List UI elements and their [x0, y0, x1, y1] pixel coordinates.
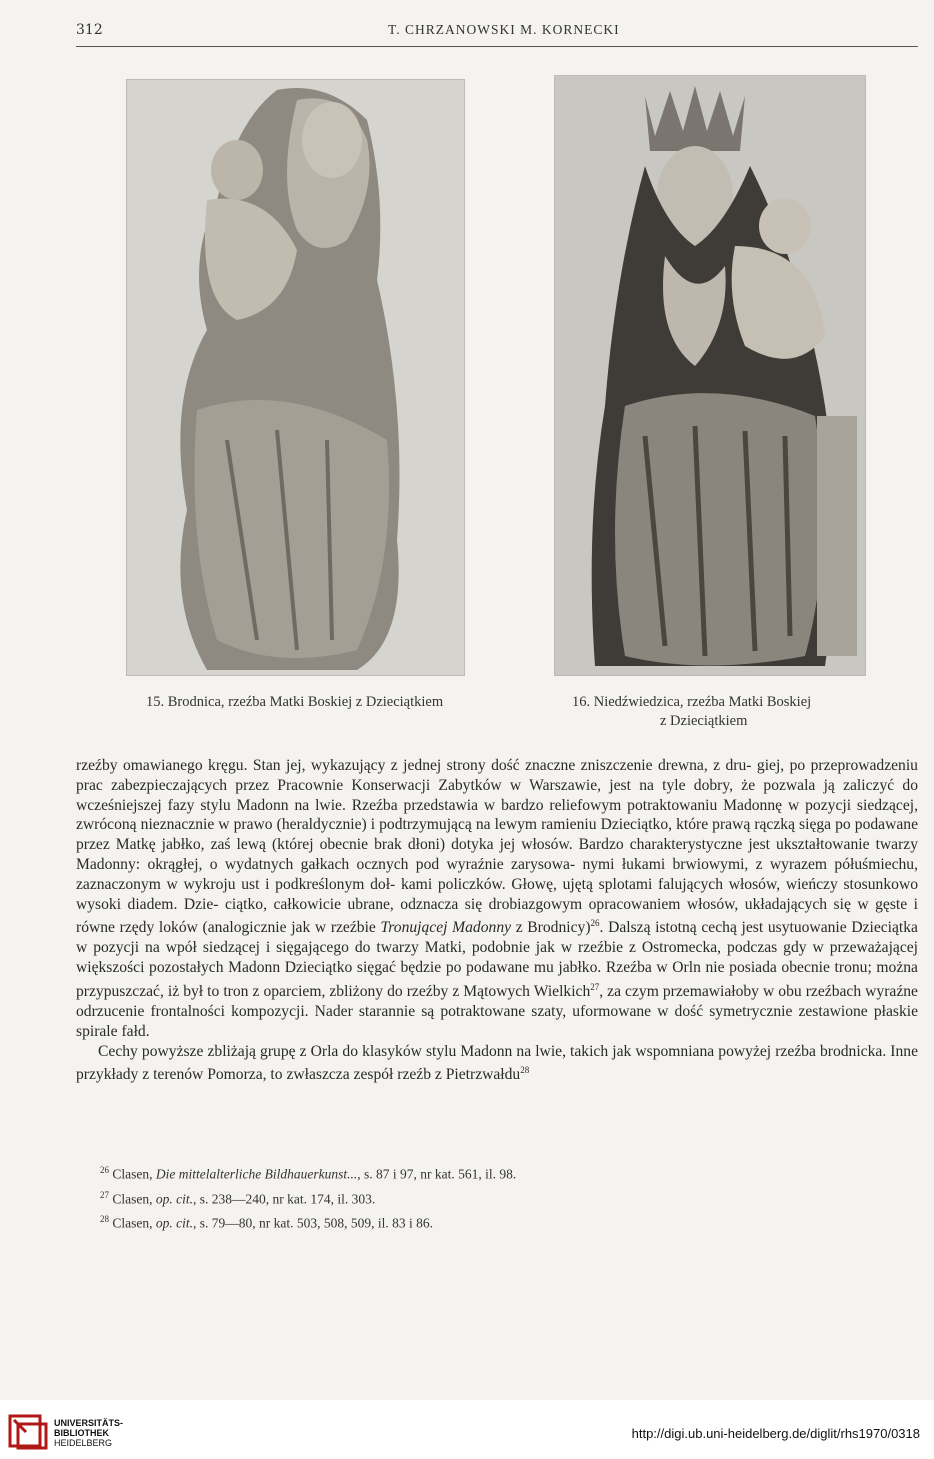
text-line: i równe rzędy loków (analogicznie jak w rzeźbie [76, 895, 918, 937]
footnote-text: Clasen, [112, 1191, 156, 1206]
text-line: . Dalszą istotną cechą [599, 919, 737, 937]
text-line: w rzeźbie z Ostromecka, podczas gdy w przeważającej większości pozostałych Madonn Dzieciątko sięgać [76, 939, 919, 977]
text-line: symetrycznie zestawione płaskie spirale fałd. [76, 1002, 918, 1040]
figure-15-caption: 15. Brodnica, rzeźba Matki Boskiej z Dzieciątkiem [146, 694, 444, 710]
footnote-ref-27: 27 [590, 981, 600, 992]
footnote-number: 27 [100, 1189, 109, 1200]
text-line: Cechy powyższe zbliżają grupę z Orla do klasyków stylu Madonn na lwie, takich jak wspomniana [98, 1042, 715, 1060]
text-line: przez Matkę jabłko, zaś lewą (której obecnie brak dłoni) dotyka jej włosów. Bardzo charakterystyczne [76, 836, 743, 854]
footnote-text: , s. 79—80, nr kat. 503, 508, 509, il. 83 i 86. [193, 1215, 433, 1231]
library-logo-icon [8, 1414, 48, 1450]
figure-16-caption-line2: z Dzieciątkiem [660, 713, 748, 729]
text-line: (heraldycznie) i podtrzymującą na lewym ramieniu Dzieciątko, które prawą rączką sięga po podawane [276, 816, 919, 834]
figure-16-photo [554, 75, 866, 676]
text-line: będzie po podawane mu jabłko. Rzeźba w Orln nie posiada obecnie tronu; można przypuszczać, iż był [76, 959, 918, 1001]
footnote-text: Clasen, [112, 1166, 156, 1182]
footnote-text: , s. 238—240, nr kat. 174, il. 303. [193, 1191, 376, 1206]
body-text [76, 756, 918, 1085]
library-name-line2: BIBLIOTHEK [54, 1428, 109, 1438]
text-line: , za czym przemawiałoby w obu rzeźbach [599, 983, 862, 1001]
page-header [76, 22, 918, 42]
paragraph-1 [76, 756, 918, 1042]
text-line: rzeźby omawianego kręgu. Stan jej, wykazujący z jednej strony dość znaczne zniszczenie drewna, z dru- [76, 757, 752, 774]
footnote-italic: op. cit. [155, 1215, 193, 1231]
page-number: 312 [76, 22, 103, 38]
text-line: giej, po przeprowadzeniu prac zabezpieczających przez Pracownie Konserwacji Zabytków w Warszawie, [76, 757, 918, 794]
text-line: jest usytuowanie Dzieciątka w pozycji na wpół siedzącej i sięgającego do twarzy Matki, podobnie jak [76, 919, 918, 957]
text-line: kami policzków. Głowę, ujętą splotami falujących włosów, wieńczy stosunkowo wysoki diadem. Dzie- [76, 875, 918, 913]
footnote-28 [100, 1209, 900, 1234]
footnote-number: 26 [100, 1165, 109, 1175]
figure-16-caption-line1: 16. Niedźwiedzica, rzeźba Matki Boskiej [572, 694, 812, 710]
text-line: jest ukształtowanie twarzy Madonny: okrągłej, o wydatnych gałkach ocznych pod wyraźnie zarysowa- [76, 836, 918, 873]
footnote-27 [100, 1185, 900, 1210]
madonna-niedzwiedzica-image [555, 76, 865, 675]
text-line: to tron z oparciem, zbliżony do rzeźby z Mątowych Wielkich [207, 983, 591, 1001]
text-line: wyraźne odrzucenie frontalności kompozycji. Nader starannie są potraktowane szaty, uformowane w dość [76, 983, 918, 1020]
library-name [54, 1418, 123, 1448]
viewer-footer [0, 1400, 934, 1459]
italic-title: Tronującej Madonny [380, 919, 512, 937]
library-name-line3: HEIDELBERG [54, 1438, 113, 1448]
text-line: nymi łukami brwiowymi, z wyrazem półuśmiechu, zaznaczonym w wykroju ust i podkreślonym doł- [76, 855, 918, 893]
footnote-text: , s. 87 i 97, nr kat. 561, il. 98. [357, 1166, 517, 1182]
footnote-text: Clasen, [112, 1215, 156, 1231]
footnote-ref-28: 28 [520, 1065, 530, 1076]
library-name-line1: UNIVERSITÄTS- [54, 1418, 124, 1428]
footnote-ref-26: 26 [590, 918, 600, 929]
paragraph-2 [76, 1042, 918, 1086]
header-rule [76, 46, 918, 47]
figure-15-photo [126, 79, 465, 676]
text-line: w bardzo reliefowym potraktowaniu Madonnę w pozycji siedzącej, zwróconą nieznacznie w prawo [76, 796, 918, 834]
madonna-brodnica-image [127, 80, 464, 675]
footnote-italic: Die mittelalterliche Bildhauerkunst... [155, 1166, 358, 1182]
text-line: ciątko, całkowicie ubrane, odznacza się drobiazgowym opracowaniem włosów, układających się w gęste [224, 895, 908, 913]
footnote-26 [100, 1160, 900, 1185]
footnotes [100, 1160, 900, 1234]
footnote-number: 28 [100, 1214, 109, 1224]
running-title: T. CHRZANOWSKI M. KORNECKI [388, 22, 620, 37]
text-line: powyżej rzeźba brodnicka. Inne przykłady z terenów Pomorza, to zwłaszcza zespół rzeźb z Pietrzwałdu [76, 1042, 919, 1084]
document-url[interactable]: http://digi.ub.uni-heidelberg.de/diglit/rhs1970/0318 [631, 1426, 920, 1441]
text-line: jest na tyle dobry, że pozwala ją zaliczyć do wcześniejszej fazy stylu Madonn na lwie. Rzeźba przedstawia [76, 776, 918, 814]
footnote-italic: op. cit. [155, 1191, 193, 1206]
text-line: z Brodnicy) [511, 919, 591, 937]
figure-16-caption [572, 693, 811, 731]
